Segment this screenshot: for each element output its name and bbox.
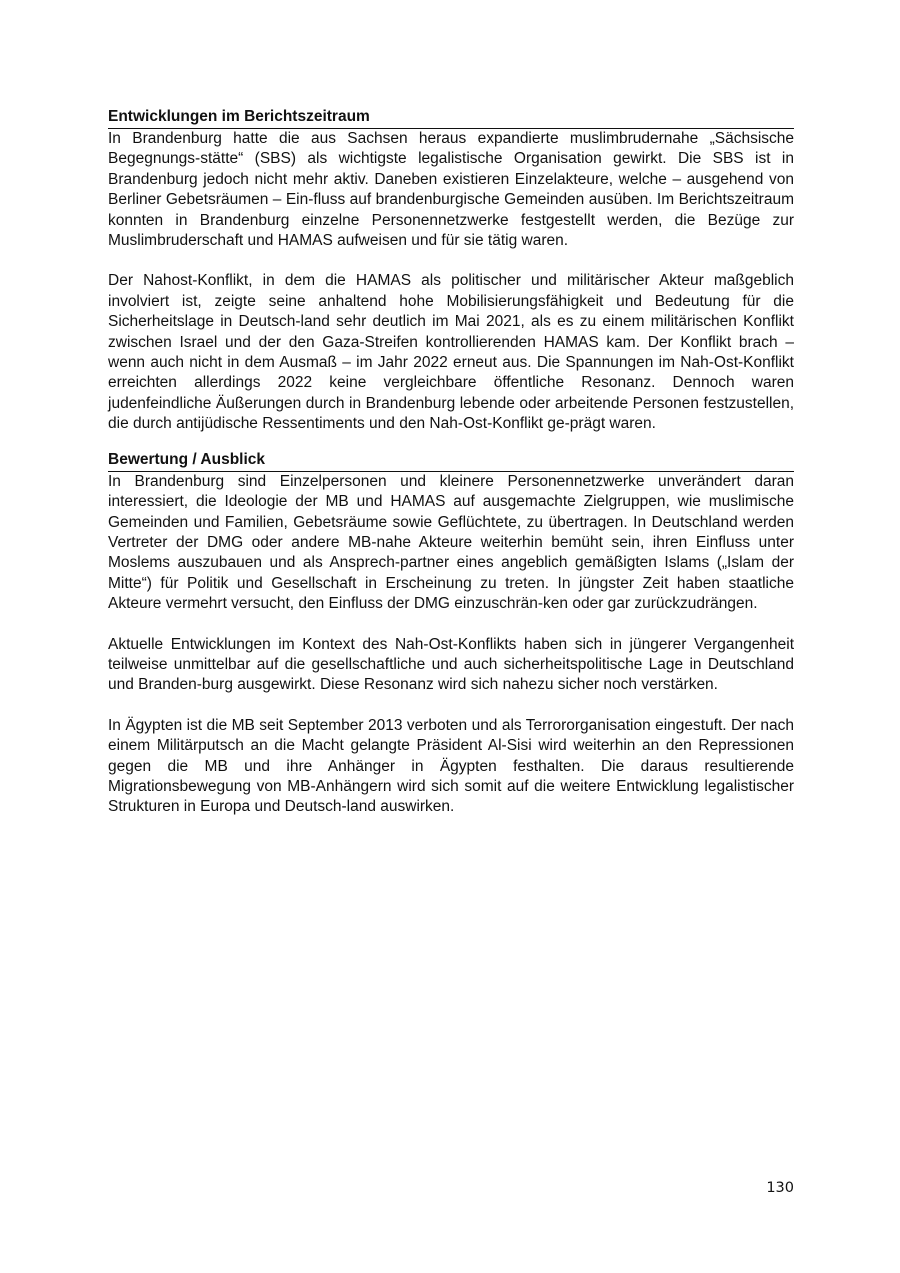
paragraph-nahost-konflikt: Der Nahost-Konflikt, in dem die HAMAS als politischer und militärischer Akteur maßgeblich involviert ist, zeigte seine anhaltend hohe Mobilisierungsfähigkeit und Bedeutung für die Sicherheitslage in Deutsch-land sehr deutlich im Mai 2021, als es zu einem militärischen Konflikt zwischen Israel und der den Gaza-Streifen kontrollierenden HAMAS kam. Der Konflikt brach – wenn auch nicht in dem Ausmaß – im Jahr 2022 erneut aus. Die Spannungen im Nah-Ost-Konflikt erreichten allerdings 2022 keine vergleichbare öffentliche Resonanz. Dennoch waren judenfeindliche Äußerungen durch in Brandenburg lebende oder arbeitende Personen festzustellen, die durch antijüdische Ressentiments und den Nah-Ost-Konflikt ge-prägt waren. [108, 272, 794, 433]
paragraph-spacer [108, 615, 794, 635]
paragraph-einzelpersonen: In Brandenburg sind Einzelpersonen und kleinere Personennetzwerke unverändert daran interessiert, die Ideologie der MB und HAMAS auf ausgemachte Zielgruppen, wie muslimische Gemeinden und Familien, Gebetsräume sowie Geflüchtete, zu übertragen. In Deutschland werden Vertreter der DMG oder andere MB-nahe Akteure weiterhin bemüht sein, ihren Einfluss unter Moslems auszubauen und als Ansprech-partner eines angeblich gemäßigten Islams („Islam der Mitte“) für Politik und Gesellschaft in Erscheinung zu treten. In jüngster Zeit haben staatliche Akteure vermehrt versucht, den Einfluss der DMG einzuschrän-ken oder gar zurückzudrängen. [108, 472, 794, 613]
page-number: 130 [766, 1180, 794, 1196]
page-content [108, 107, 794, 818]
paragraph-aktuelle-entwicklungen: Aktuelle Entwicklungen im Kontext des Nah-Ost-Konflikts haben sich in jüngerer Vergangenheit teilweise unmittelbar auf die gesellschaftliche und auch sicherheitspolitische Lage in Deutschland und Branden-burg ausgewirkt. Diese Resonanz wird sich nahezu sicher noch verstärken. [108, 635, 794, 694]
paragraph-aegypten: In Ägypten ist die MB seit September 2013 verboten und als Terrororganisation eingestuft. Der nach einem Militärputsch an die Macht gelangte Präsident Al-Sisi wird weiterhin an den Repressionen gegen die MB und ihre Anhänger in Ägypten festhalten. Die daraus resultierende Migrationsbewegung von MB-Anhängern wird sich somit auf die weitere Entwicklung legalistischer Strukturen in Europa und Deutsch-land auswirken. [108, 716, 794, 816]
section-heading-entwicklungen: Entwicklungen im Berichtszeitraum [108, 107, 794, 129]
section-heading-bewertung: Bewertung / Ausblick [108, 450, 794, 472]
section-spacer [108, 435, 794, 450]
paragraph-spacer [108, 696, 794, 716]
paragraph-sbs: In Brandenburg hatte die aus Sachsen heraus expandierte muslimbrudernahe „Sächsische Begegnungs-stätte“ (SBS) als wichtigste legalistische Organisation gewirkt. Die SBS ist in Brandenburg jedoch nicht mehr aktiv. Daneben existieren Einzelakteure, welche – ausgehend von Berliner Gebetsräumen – Ein-fluss auf brandenburgische Gemeinden ausüben. Im Berichtszeitraum konnten in Brandenburg einzelne Personennetzwerke festgestellt werden, die Bezüge zur Muslimbruderschaft und HAMAS aufweisen und für sie tätig waren. [108, 130, 794, 250]
paragraph-spacer [108, 251, 794, 271]
